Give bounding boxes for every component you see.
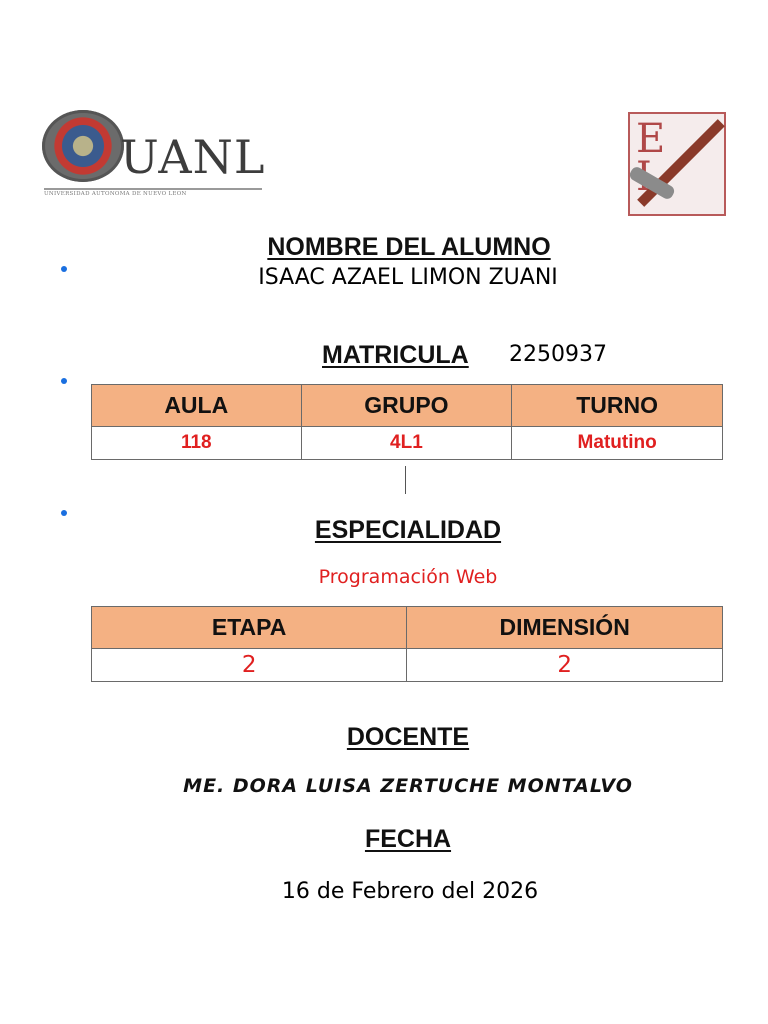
university-seal-icon [42, 110, 124, 182]
matricula-value: 2250937 [509, 342, 607, 367]
etapa-value: 2 [92, 649, 407, 682]
bullet-icon [61, 378, 67, 384]
dimension-value: 2 [407, 649, 723, 682]
table-row [92, 649, 723, 682]
logo-divider [44, 188, 262, 190]
fecha-heading: FECHA [364, 825, 452, 853]
turno-value: Matutino [512, 427, 723, 460]
table-header-row [92, 607, 723, 649]
table-row [92, 427, 723, 460]
table-header-cell: ETAPA [92, 607, 407, 649]
bullet-icon [61, 510, 67, 516]
table-header-cell: GRUPO [301, 385, 512, 427]
aula-value: 118 [92, 427, 302, 460]
table-header-cell: AULA [92, 385, 302, 427]
table-header-cell: DIMENSIÓN [407, 607, 723, 649]
docente-heading: DOCENTE [346, 723, 470, 751]
fecha-value: 16 de Febrero del 2026 [281, 879, 539, 904]
student-name: ISAAC AZAEL LIMON ZUANI [258, 265, 558, 290]
bullet-icon [61, 266, 67, 272]
matricula-heading: MATRICULA [322, 341, 469, 369]
divider-line [405, 466, 406, 494]
uanl-tagline: UNIVERSIDAD AUTÓNOMA DE NUEVO LEÓN [44, 191, 187, 197]
emblem-letters-icon: E [636, 116, 666, 162]
especialidad-heading: ESPECIALIDAD [314, 516, 502, 544]
uanl-logo [42, 108, 264, 200]
class-info-table [91, 384, 723, 460]
grupo-value: 4L1 [301, 427, 512, 460]
docente-name: ME. DORA LUISA ZERTUCHE MONTALVO [183, 775, 633, 797]
student-heading: NOMBRE DEL ALUMNO [267, 233, 551, 261]
especialidad-value: Programación Web [318, 566, 498, 588]
uanl-wordmark: UANL [120, 130, 266, 184]
table-header-row [92, 385, 723, 427]
school-emblem [628, 112, 728, 216]
table-header-cell: TURNO [512, 385, 723, 427]
stage-table [91, 606, 723, 682]
